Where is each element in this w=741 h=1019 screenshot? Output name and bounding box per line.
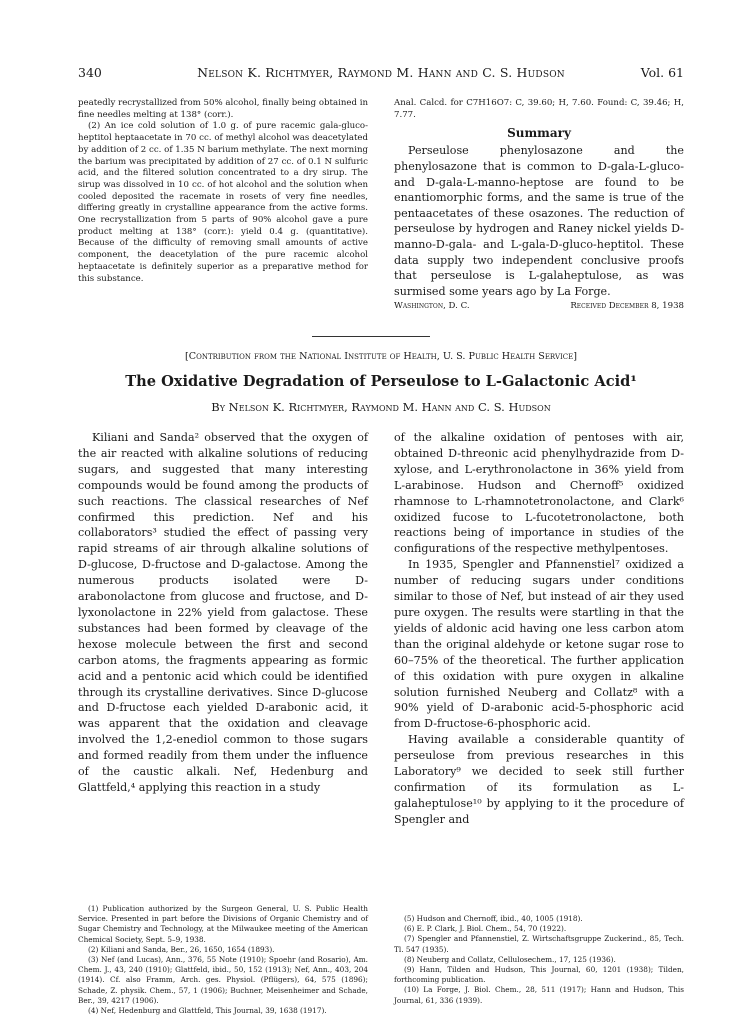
- body-paragraph: of the alkaline oxidation of pentoses with air, obtained D-threonic acid phenylhydrazide from D-xylose, and L-erythronolactone in 36% yield from L-arabinose. Hudson and Chernoff⁵ oxidized rhamnose to L-rhamnotetronolactone, and Clark⁶ oxidized fucose to L-fucotetronolactone, both reactions being of importance in studies of the configurations of the respective methylpentoses.: [394, 431, 684, 556]
- footnote: (10) La Forge, J. Biol. Chem., 28, 511 (1917); Hann and Hudson, This Journal, 61, 336 (1939).: [394, 985, 684, 1005]
- body-column-right: [394, 430, 684, 828]
- footnote: (6) E. P. Clark, J. Biol. Chem., 54, 70 (1922).: [404, 924, 567, 934]
- footnote: (1) Publication authorized by the Surgeon General, U. S. Public Health Service. Presented in part before the Divisions of Organic Chemistry and of Sugar Chemistry and Technology, at the Milwaukee meeting of the American Chemical Society, Sept. 5–9, 1938.: [78, 904, 368, 944]
- volume-label: Vol. 61: [640, 65, 684, 80]
- body-paragraph: In 1935, Spengler and Pfannenstiel⁷ oxidized a number of reducing sugars under conditions similar to those of Nef, but instead of air they used pure oxygen. The results were startling in that the yields of aldonic acid having one less carbon atom than the original aldehyde or ketone sugar rose to 60–75% of the theoretical. The further application of this oxidation with pure oxygen in alkaline solution furnished Neuberg and Collatz⁸ with a 90% yield of D-arabonic acid-5-phosphoric acid from D-fructose-6-phosphoric acid.: [394, 558, 684, 731]
- footnote: (7) Spengler and Pfannenstiel, Z. Wirtschaftsgruppe Zuckerind., 85, Tech. Tl. 547 (1935).: [394, 934, 684, 954]
- contribution-line: [Contribution from the National Institute of Health, U. S. Public Health Service]: [185, 351, 577, 362]
- footnotes-left: [78, 904, 368, 1016]
- body-column-left: [78, 430, 368, 796]
- header-authors: Nelson K. Richtmyer, Raymond M. Hann and C. S. Hudson: [197, 65, 565, 80]
- article-title: The Oxidative Degradation of Perseulose to L-Galactonic Acid¹: [125, 373, 637, 390]
- section-divider: [312, 336, 430, 337]
- previous-article-experimental: [78, 98, 368, 285]
- body-paragraph: Having available a considerable quantity of perseulose from previous researches in this Laboratory⁹ we decided to seek still further confirmation of its formulation as L-galaheptulose¹⁰ by applying to it the procedure of Spengler and: [394, 733, 684, 826]
- footnote: (8) Neuberg and Collatz, Cellulosechem., 17, 125 (1936).: [404, 954, 616, 964]
- experimental-paragraph: peatedly recrystallized from 50% alcohol, finally being obtained in fine needles melting at 138° (corr.).: [78, 98, 368, 120]
- analysis-line: Anal. Calcd. for C7H16O7: C, 39.60; H, 7.60. Found: C, 39.46; H, 7.77.: [394, 98, 684, 120]
- previous-article-summary: [394, 98, 684, 312]
- footnote: (2) Kiliani and Sanda, Ber., 26, 1650, 1654 (1893).: [88, 944, 275, 954]
- article-byline: By Nelson K. Richtmyer, Raymond M. Hann and C. S. Hudson: [211, 400, 551, 414]
- summary-paragraph: Perseulose phenylosazone and the phenylosazone that is common to D-gala-L-gluco- and D-gala-L-manno-heptose are found to be enantiomorphic forms, and the same is true of the pentaacetates of these osazones. The reduction of perseulose by hydrogen and Raney nickel yields D-manno-D-gala- and L-gala-D-gluco-heptitol. These data supply two independent conclusive proofs that perseulose is L-galaheptulose, as was surmised some years ago by La Forge.: [394, 144, 684, 298]
- footnote: (4) Nef, Hedenburg and Glattfeld, This Journal, 39, 1638 (1917).: [88, 1006, 327, 1016]
- footnote: (5) Hudson and Chernoff, ibid., 40, 1005 (1918).: [404, 914, 583, 923]
- summary-heading: Summary: [507, 126, 571, 141]
- footnote: (3) Nef (and Lucas), Ann., 376, 55 Note (1910); Spoehr (and Rosario), Am. Chem. J., 43, 240 (1910); Glattfeld, ibid., 50, 152 (1913); Nef, Ann., 403, 204 (1914). Cf. also Framm, Arch. ges. Physiol. (Pflügers), 64, 575 (1896); Schade, Z. physik. Chem., 57, 1 (1906); Buchner, Meisenheimer and Schade, Ber., 39, 4217 (1906).: [78, 955, 368, 1005]
- footnote: (9) Hann, Tilden and Hudson, This Journal, 60, 1201 (1938); Tilden, forthcoming publication.: [394, 965, 684, 985]
- signature-line: [394, 300, 684, 312]
- running-header: [78, 64, 684, 82]
- page-number: 340: [78, 65, 102, 80]
- body-paragraph: Kiliani and Sanda² observed that the oxygen of the air reacted with alkaline solutions of reducing sugars, and suggested that many interesting compounds would be found among the products of such reactions. The classical researches of Nef confirmed this prediction. Nef and his collaborators³ studied the effect of passing very rapid streams of air through alkaline solutions of D-glucose, D-fructose and D-galactose. Among the numerous products isolated were D-arabonolactone from glucose and fructose, and D-lyxonolactone in 22% yield from galactose. These substances had been formed by cleavage of the hexose molecule between the first and second carbon atoms, the fragments appearing as formic acid and a pentonic acid which could be identified through its crystalline derivatives. Since D-glucose and D-fructose each yielded D-arabonic acid, it was apparent that the oxidation and cleavage involved the 1,2-enediol common to those sugars and formed readily from them under the influence of the caustic alkali. Nef, Hedenburg and Glattfeld,⁴ applying this reaction in a study: [78, 431, 368, 794]
- received-date: Received December 8, 1938: [570, 301, 684, 312]
- footnotes-right: [394, 914, 684, 1006]
- experimental-paragraph: (2) An ice cold solution of 1.0 g. of pure racemic gala-gluco-heptitol heptaacetate in 70 cc. of methyl alcohol was deacetylated by addition of 2 cc. of 1.35 N barium methylate. The next morning the barium was precipitated by addition of 27 cc. of 0.1 N sulfuric acid, and the filtered solution concentrated to a dry sirup. The sirup was dissolved in 10 cc. of hot alcohol and the solution when cooled deposited the racemate in rosets of very fine needles, differing greatly in crystalline appearance from the active forms. One recrystallization from 5 parts of 90% alcohol gave a pure product melting at 138° (corr.): yield 0.4 g. (quantitative). Because of the difficulty of removing small amounts of active component, the deacetylation of the pure racemic alcohol heptaacetate is definitely superior as a preparative method for this substance.: [78, 121, 368, 284]
- signature-place: Washington, D. C.: [394, 301, 470, 312]
